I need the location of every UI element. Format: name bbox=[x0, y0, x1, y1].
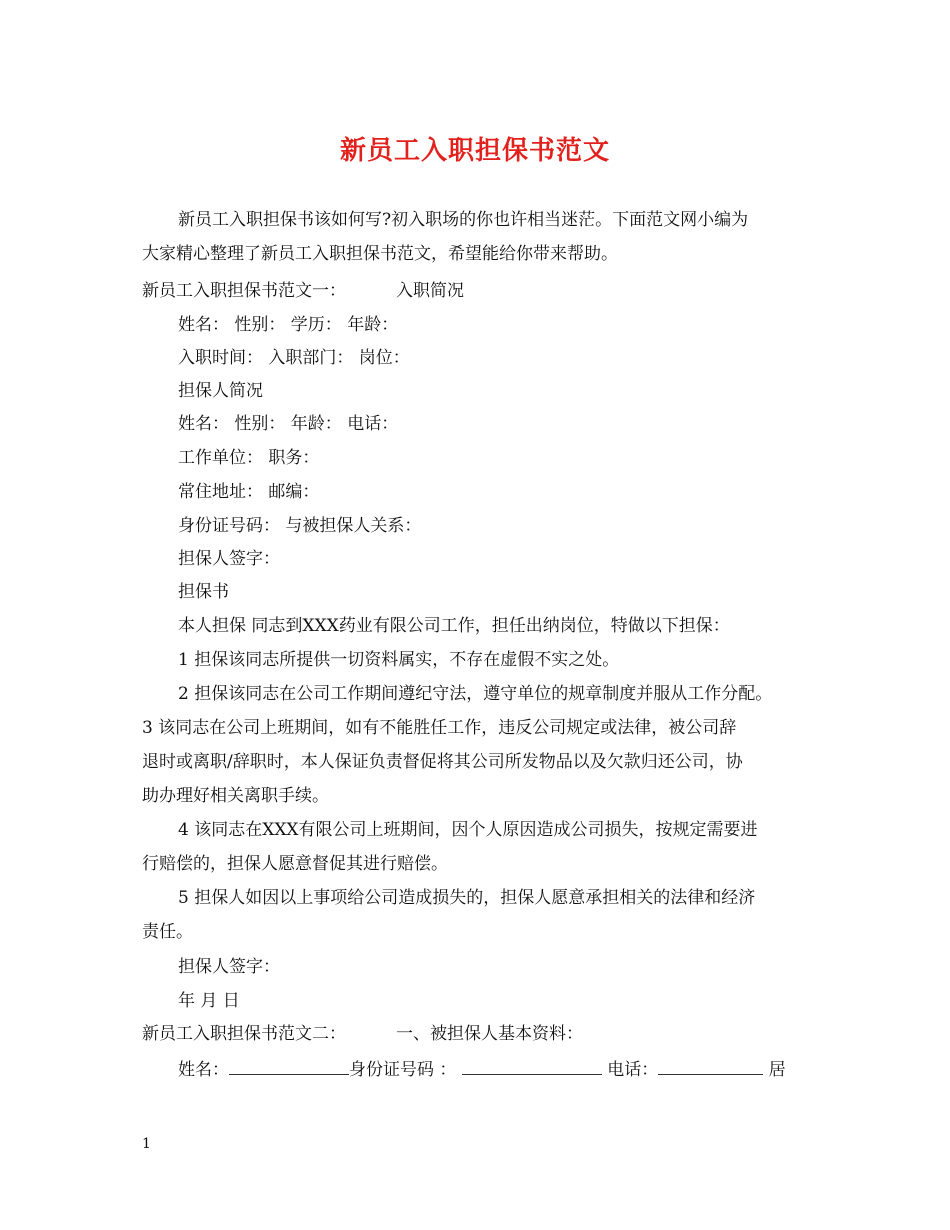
guarantee-item-3-line-2: 退时或离职/辞职时，本人保证负责督促将其公司所发物品以及欠款归还公司，协 bbox=[142, 752, 743, 772]
guarantor-name-row: 姓名： 性别： 年龄： 电话： bbox=[178, 414, 399, 434]
guarantee-statement: 本人担保 同志到XXX药业有限公司工作，担任出纳岗位，特做以下担保： bbox=[178, 616, 730, 636]
document-title: 新员工入职担保书范文 bbox=[339, 136, 610, 166]
intro-line-2: 大家精心整理了新员工入职担保书范文，希望能给你带来帮助。 bbox=[142, 244, 618, 264]
page-number: 1 bbox=[142, 1136, 151, 1152]
guarantor-signature-1: 担保人签字： bbox=[178, 549, 280, 569]
form-row-name-id-phone bbox=[178, 1056, 786, 1082]
guarantee-item-5-line-1: 5 担保人如因以上事项给公司造成损失的，担保人愿意承担相关的法律和经济 bbox=[178, 888, 756, 908]
guarantee-item-5-line-2: 责任。 bbox=[142, 922, 193, 942]
guarantor-signature-2: 担保人签字： bbox=[178, 957, 280, 977]
phone-label: 电话： bbox=[607, 1060, 659, 1080]
guarantor-heading: 担保人简况 bbox=[178, 381, 263, 401]
guarantor-address-row: 常住地址： 邮编： bbox=[178, 482, 320, 502]
section1-subheading: 入职简况 bbox=[396, 281, 464, 301]
guarantor-work-row: 工作单位： 职务： bbox=[178, 448, 320, 468]
guarantee-doc-heading: 担保书 bbox=[178, 582, 229, 602]
date-line: 年 月 日 bbox=[178, 991, 240, 1011]
section2-heading: 新员工入职担保书范文二： bbox=[142, 1024, 346, 1044]
guarantee-item-4-line-1: 4 该同志在XXX有限公司上班期间，因个人原因造成公司损失，按规定需要进 bbox=[178, 820, 758, 840]
residence-label: 居 bbox=[768, 1060, 786, 1080]
guarantee-item-4-line-2: 行赔偿的，担保人愿意督促其进行赔偿。 bbox=[142, 854, 448, 874]
employee-entry-row: 入职时间： 入职部门： 岗位： bbox=[178, 348, 410, 368]
guarantee-item-3-line-1: 3 该同志在公司上班期间，如有不能胜任工作，违反公司规定或法律，被公司辞 bbox=[142, 718, 737, 738]
name-blank bbox=[229, 1056, 349, 1075]
guarantee-item-3-line-3: 助办理好相关离职手续。 bbox=[142, 786, 329, 806]
section1-heading-row bbox=[142, 279, 464, 303]
id-label: 身份证号码 ： bbox=[349, 1060, 457, 1080]
id-blank bbox=[462, 1056, 602, 1075]
section2-subheading: 一、被担保人基本资料： bbox=[396, 1024, 583, 1044]
section1-heading: 新员工入职担保书范文一： bbox=[142, 281, 346, 301]
intro-line-1: 新员工入职担保书该如何写?初入职场的你也许相当迷茫。下面范文网小编为 bbox=[178, 210, 749, 230]
guarantor-id-row: 身份证号码： 与被担保人关系： bbox=[178, 516, 422, 536]
name-label: 姓名： bbox=[178, 1060, 229, 1080]
employee-name-row: 姓名： 性别： 学历： 年龄： bbox=[178, 315, 399, 335]
phone-blank bbox=[658, 1056, 763, 1075]
guarantee-item-2: 2 担保该同志在公司工作期间遵纪守法，遵守单位的规章制度并服从工作分配。 bbox=[178, 684, 773, 704]
guarantee-item-1: 1 担保该同志所提供一切资料属实，不存在虚假不实之处。 bbox=[178, 650, 620, 670]
section2-heading-row bbox=[142, 1022, 583, 1046]
